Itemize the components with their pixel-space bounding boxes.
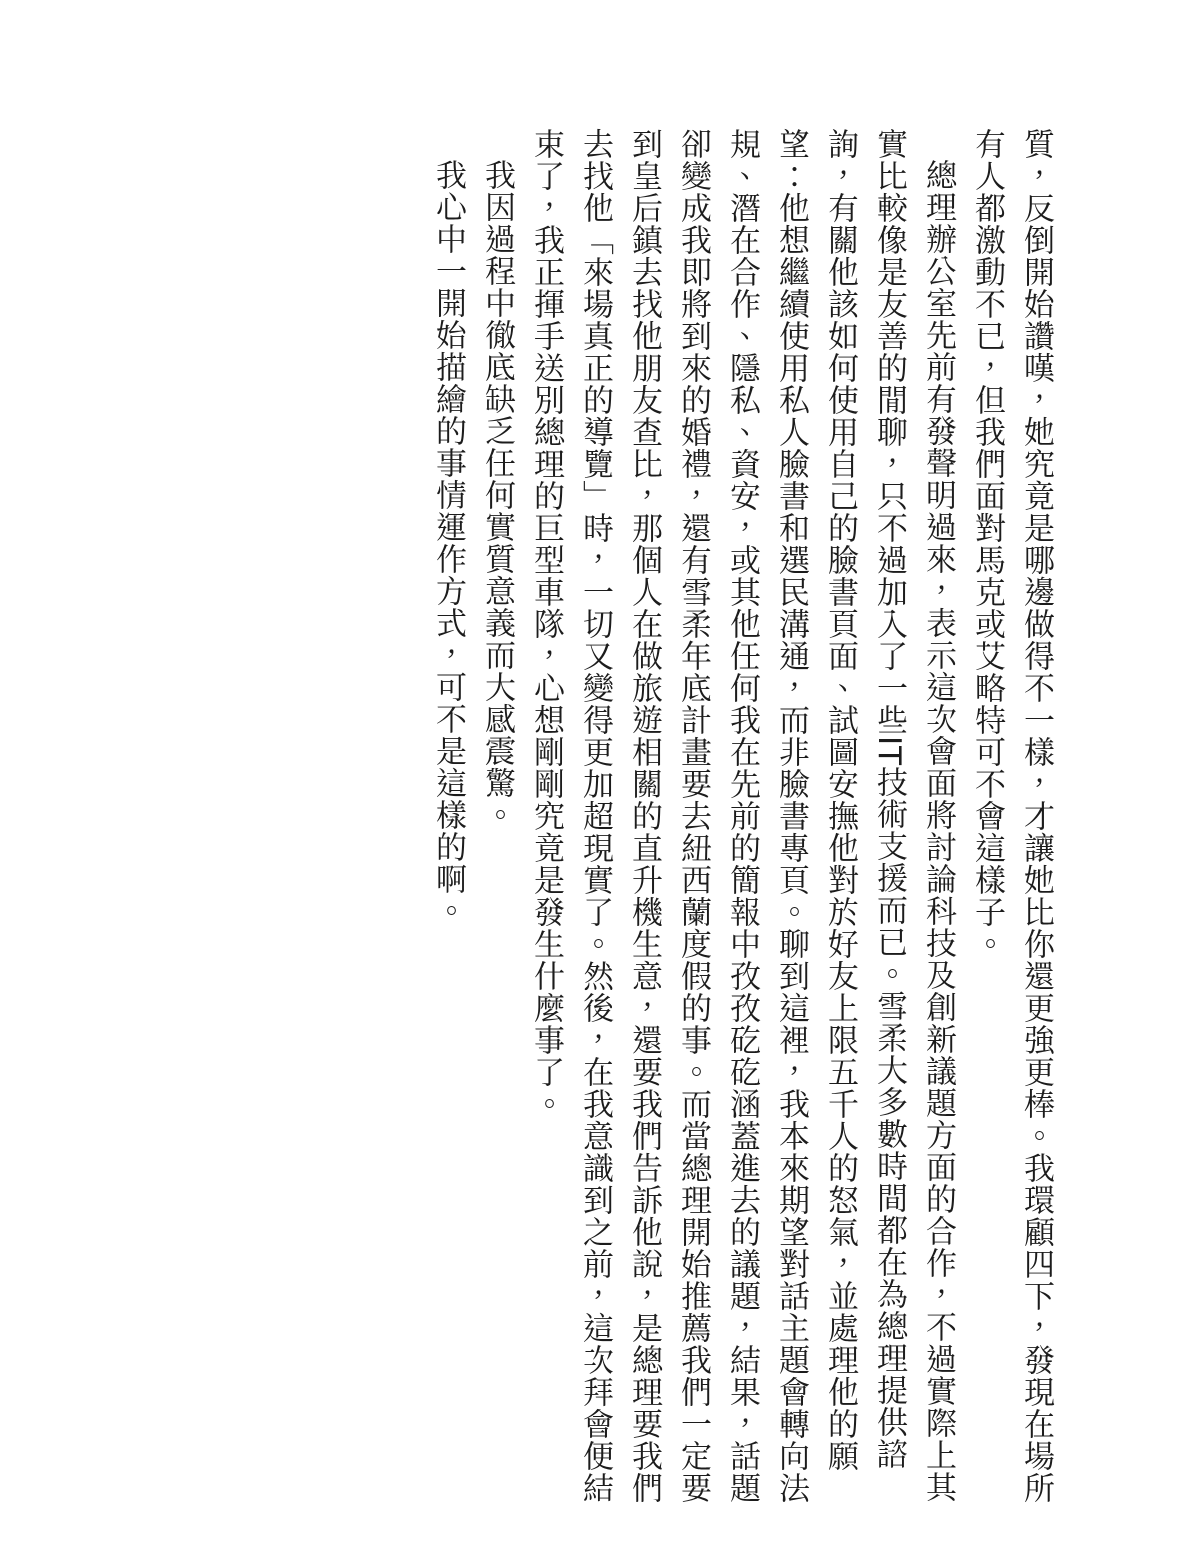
paragraph-closing-thought: 我心中一開始描繪的事情運作方式，可不是這樣的啊。 — [430, 159, 466, 927]
vertical-text-block — [423, 128, 1060, 1508]
paragraph-shock: 我因過程中徹底缺乏任何實質意義而大感震驚。 — [479, 159, 515, 831]
paragraph-continuation: 質，反倒開始讚嘆，她究竟是哪邊做得不一樣，才讓她比你還更強更棒。我環顧四下，發現在場所有人都激動不已，但我們面對馬克或艾略特可不會這樣子。 — [969, 128, 1054, 1504]
paragraph-pm-office-statement: 總理辦公室先前有發聲明過來，表示這次會面將討論科技及創新議題方面的合作，不過實際上其實比較像是友善的閒聊，只不過加入了一些IT技術支援而已。雪柔大多數時間都在為總理提供諮詢，有關他該如何使用自己的臉書頁面、試圖安撫他對於好友上限五千人的怒氣，並處理他的願望：他想繼續使用私人臉書和選民溝通，而非臉書專頁。聊到這裡，我本來期望對話主題會轉向法規、潛在合作、隱私、資安，或其他任何我在先前的簡報中孜孜矻矻涵蓋進去的議題，結果，話題卻變成我即將到來的婚禮，還有雪柔年底計畫要去紐西蘭度假的事。而當總理開始推薦我們一定要到皇后鎮去找他朋友查比，那個人在做旅遊相關的直升機生意，還要我們告訴他說，是總理要我們去找他「來場真正的導覽」時，一切又變得更加超現實了。然後，在我意識到之前，這次拜會便結束了，我正揮手送別總理的巨型車隊，心想剛剛究竟是發生什麼事了。 — [528, 128, 956, 1504]
